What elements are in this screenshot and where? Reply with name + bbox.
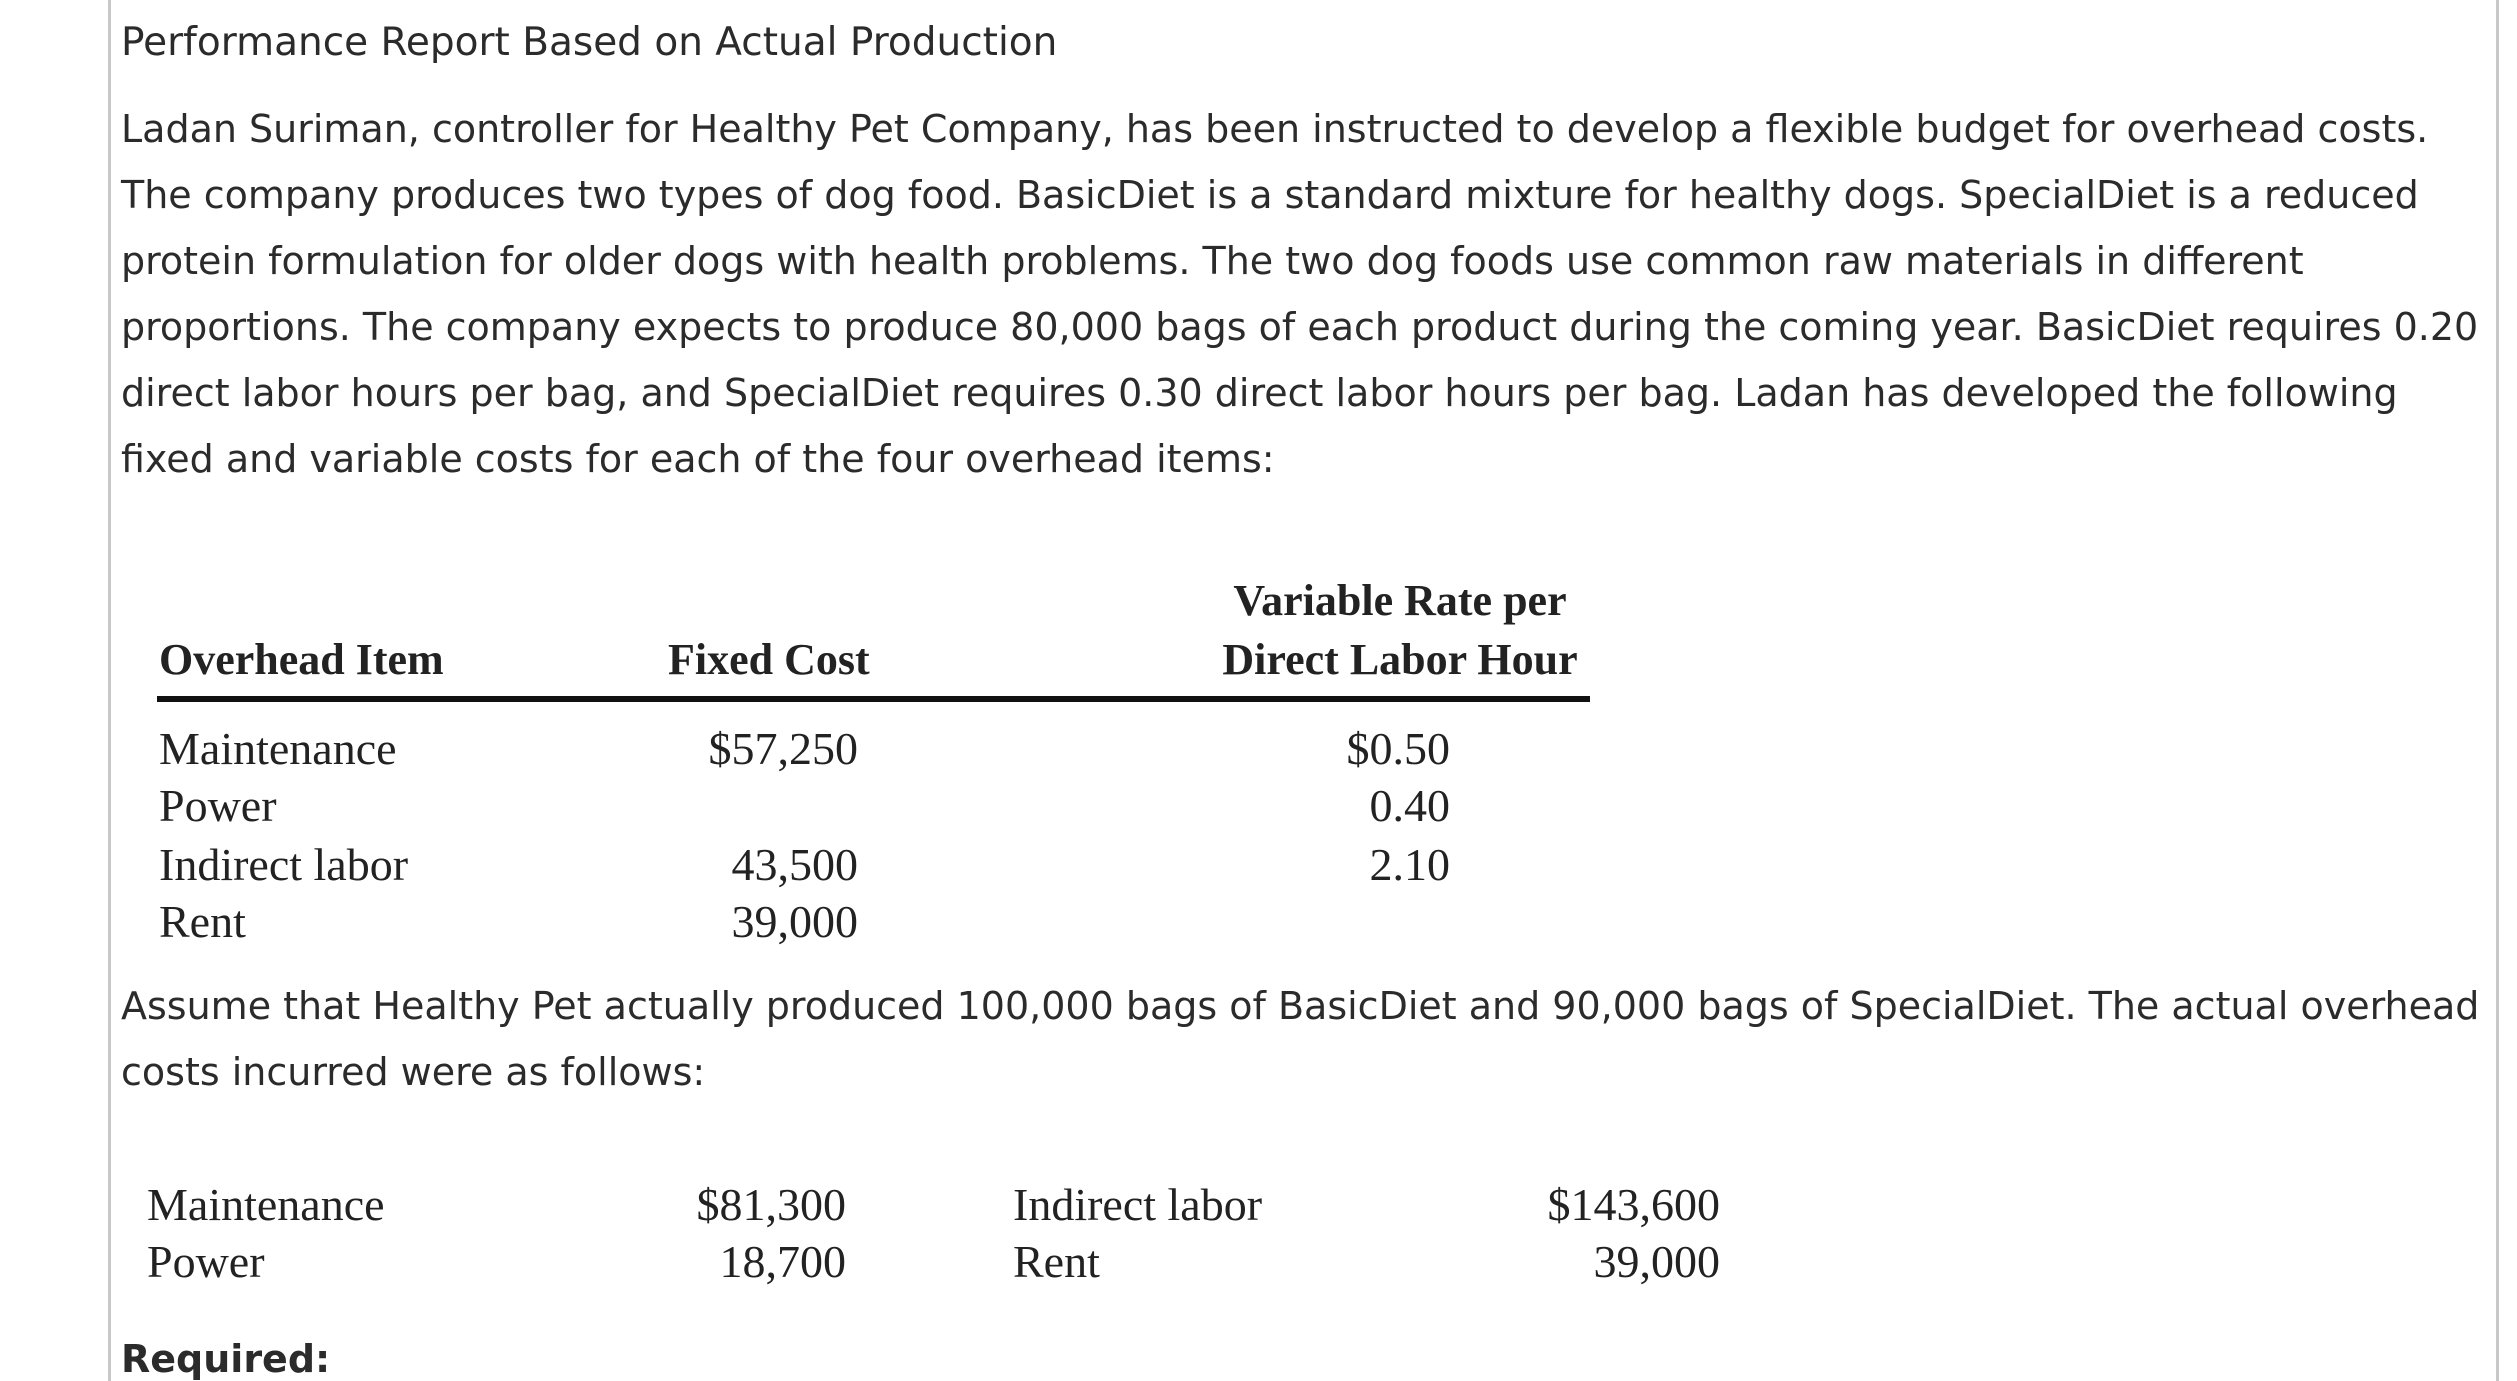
- table-row-variable: $0.50: [1346, 723, 1450, 774]
- table-row-item: Power: [159, 780, 277, 831]
- actual-production-paragraph: Assume that Healthy Pet actually produced 100,000 bags of BasicDiet and 90,000 bags of SpecialDiet. The actual overhead costs incurred were as follows:: [121, 984, 2480, 1094]
- right-border-rule: [2496, 0, 2499, 1381]
- table-row-fixed: 43,500: [731, 839, 858, 890]
- table-row-variable: 2.10: [1369, 839, 1450, 890]
- actual-cost-amount: 39,000: [1593, 1236, 1720, 1287]
- table-row-variable: 0.40: [1369, 780, 1450, 831]
- actual-cost-amount: $143,600: [1547, 1179, 1720, 1230]
- actual-cost-item: Rent: [1013, 1236, 1100, 1287]
- actual-cost-amount: $81,300: [696, 1179, 846, 1230]
- actual-cost-item: Indirect labor: [1013, 1179, 1263, 1230]
- header-variable-rate-line2: Direct Labor Hour: [1222, 635, 1578, 684]
- page-title: Performance Report Based on Actual Production: [121, 20, 1058, 65]
- intro-paragraph: Ladan Suriman, controller for Healthy Pet Company, has been instructed to develop a flexible budget for overhead costs. The company produces two types of dog food. BasicDiet is a standard mixture for healthy dogs. SpecialDiet is a reduced protein formulation for older dogs with health problems. The two dog foods use common raw materials in different proportions. The company expects to produce 80,000 bags of each product during the coming year. BasicDiet requires 0.20 direct labor hours per bag, and SpecialDiet requires 0.30 direct labor hours per bag. Ladan has developed the following fixed and variable costs for each of the four overhead items:: [121, 107, 2479, 481]
- actual-cost-amount: 18,700: [719, 1236, 846, 1287]
- left-border-rule: [108, 0, 111, 1381]
- header-variable-rate-line1: Variable Rate per: [1233, 576, 1567, 625]
- table-row-fixed: $57,250: [708, 723, 858, 774]
- actual-cost-item: Power: [147, 1236, 265, 1287]
- table-header-rule: [157, 696, 1590, 702]
- required-label: Required:: [121, 1337, 331, 1381]
- table-row-item: Indirect labor: [159, 839, 409, 890]
- table-row-item: Rent: [159, 896, 246, 947]
- table-row-item: Maintenance: [159, 723, 397, 774]
- header-fixed-cost: Fixed Cost: [668, 635, 870, 684]
- table-row-fixed: 39,000: [731, 896, 858, 947]
- header-overhead-item: Overhead Item: [159, 635, 444, 684]
- actual-cost-item: Maintenance: [147, 1179, 385, 1230]
